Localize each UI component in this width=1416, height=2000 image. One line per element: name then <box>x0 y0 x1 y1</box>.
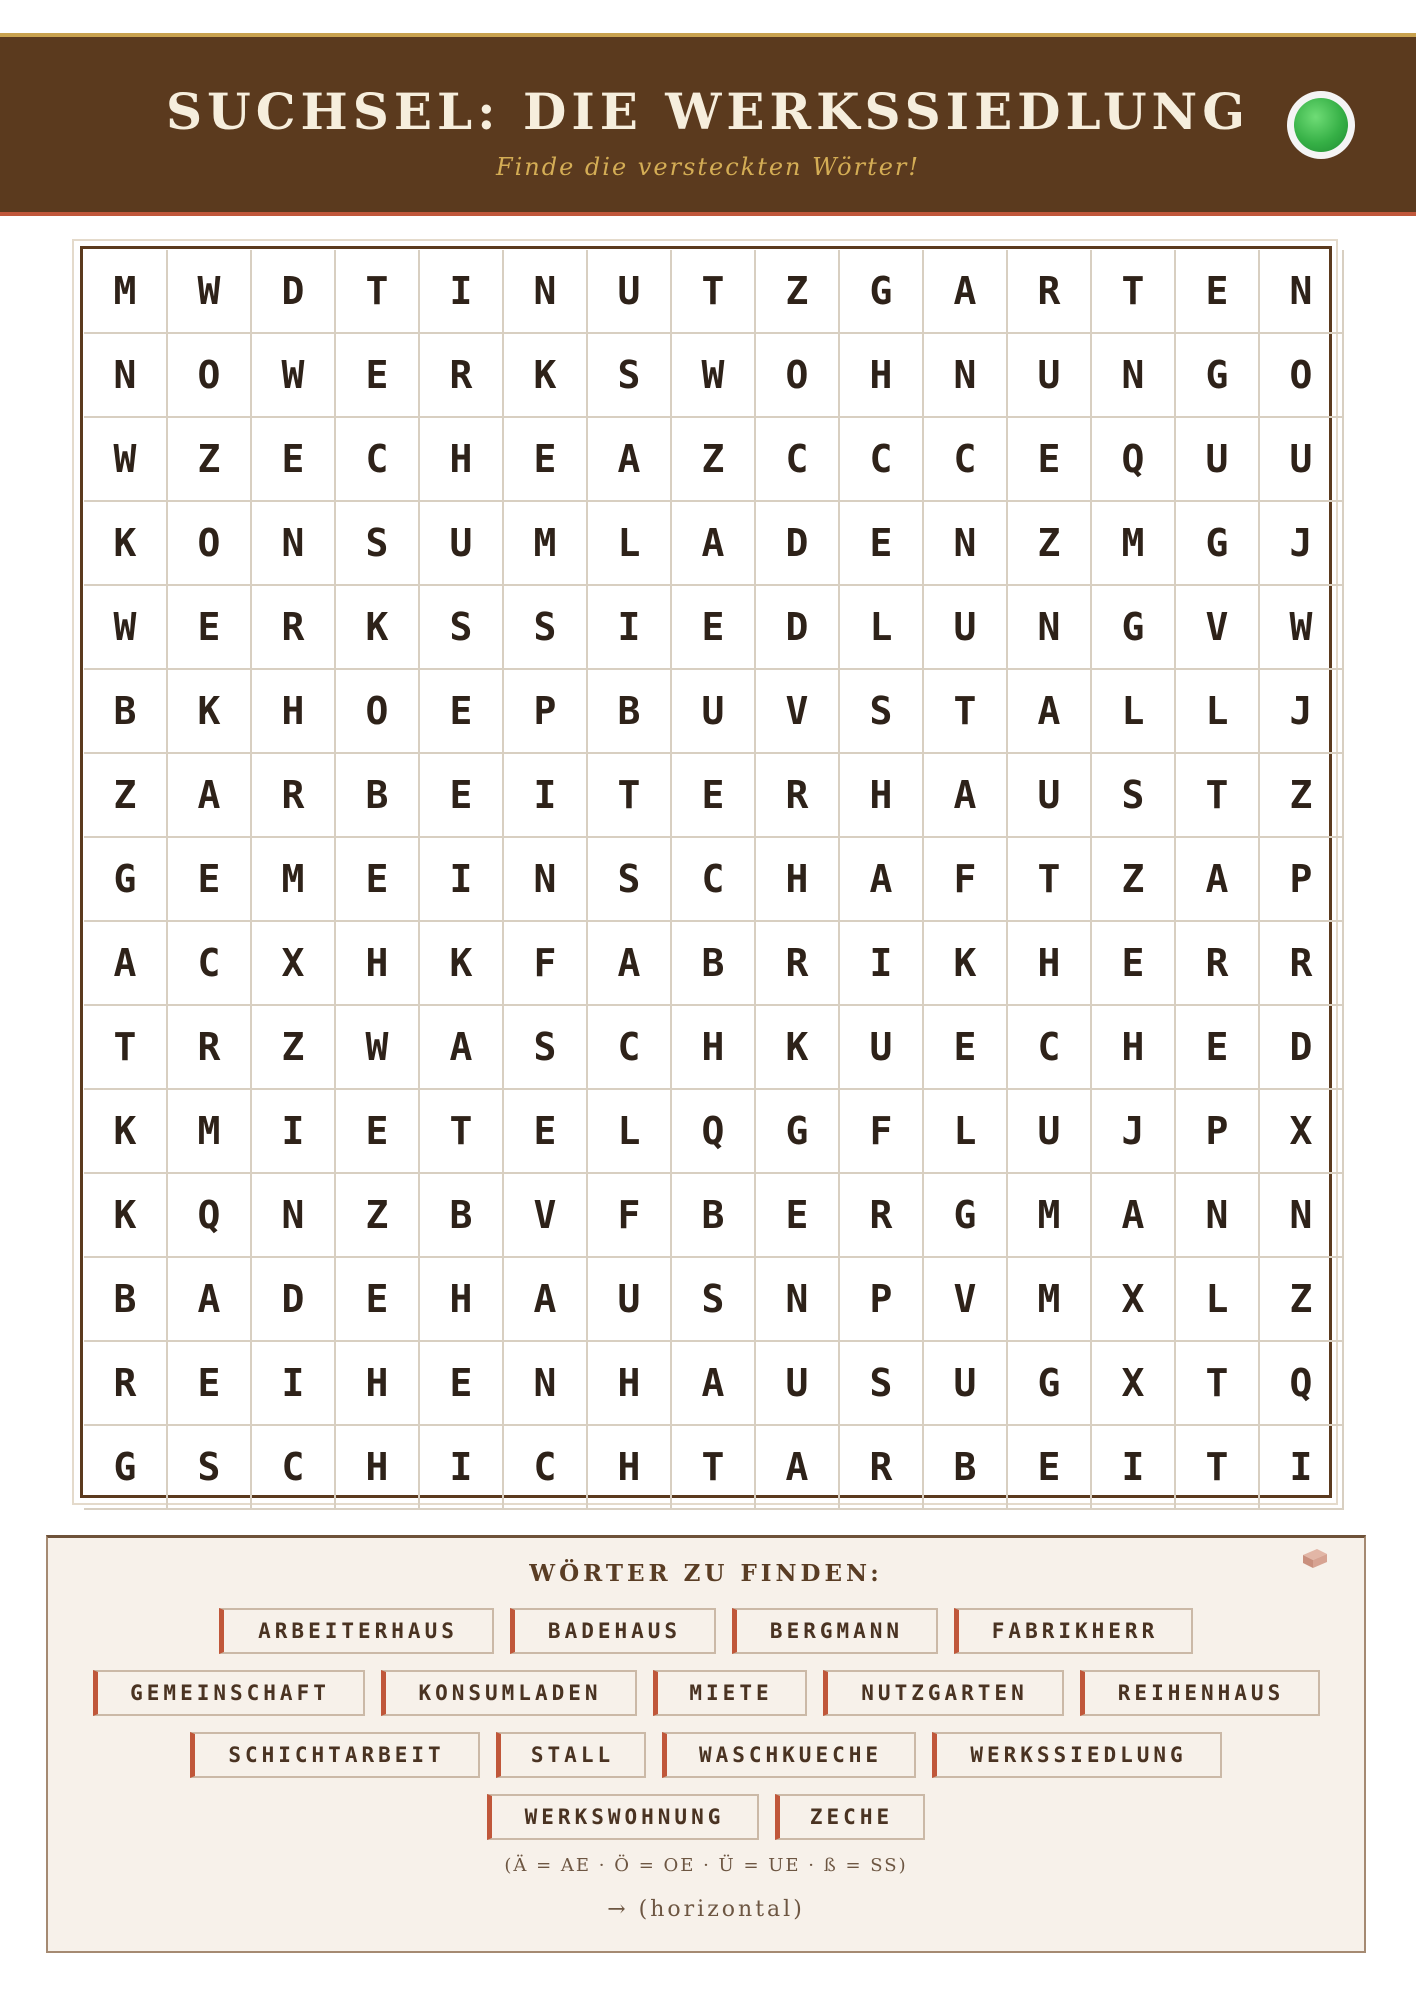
word-tag: BERGMANN <box>732 1608 938 1654</box>
grid-cell[interactable]: R <box>420 334 504 418</box>
grid-cell[interactable]: R <box>168 1006 252 1090</box>
grid-cell[interactable]: A <box>168 754 252 838</box>
grid-cell[interactable]: N <box>252 502 336 586</box>
grid-cell[interactable]: A <box>756 1426 840 1510</box>
grid-cell[interactable]: I <box>420 1426 504 1510</box>
grid-cell[interactable]: Z <box>1092 838 1176 922</box>
grid-cell[interactable]: U <box>420 502 504 586</box>
grid-cell[interactable]: R <box>252 754 336 838</box>
status-indicator <box>1287 91 1355 159</box>
word-tag: STALL <box>496 1732 646 1778</box>
grid-cell[interactable]: E <box>1176 250 1260 334</box>
grid-cell[interactable]: C <box>252 1426 336 1510</box>
word-tag: GEMEINSCHAFT <box>93 1670 365 1716</box>
grid-cell[interactable]: A <box>420 1006 504 1090</box>
grid-cell[interactable]: Z <box>252 1006 336 1090</box>
grid-cell[interactable]: M <box>168 1090 252 1174</box>
umlaut-note: (Ä = AE · Ö = OE · Ü = UE · ß = SS) <box>504 1855 908 1876</box>
grid-cell[interactable]: A <box>84 922 168 1006</box>
grid-cell[interactable]: E <box>1092 922 1176 1006</box>
grid-cell[interactable]: H <box>336 1426 420 1510</box>
grid-cell[interactable]: S <box>840 1342 924 1426</box>
grid-cell[interactable]: B <box>672 1174 756 1258</box>
word-tag: SCHICHTARBEIT <box>190 1732 480 1778</box>
grid-cell[interactable]: W <box>84 586 168 670</box>
grid-cell[interactable]: F <box>924 838 1008 922</box>
word-tag: FABRIKHERR <box>954 1608 1193 1654</box>
grid-cell[interactable]: T <box>588 754 672 838</box>
grid-cell[interactable]: I <box>840 922 924 1006</box>
grid-cell[interactable]: Q <box>672 1090 756 1174</box>
grid-cell[interactable]: H <box>588 1426 672 1510</box>
grid-cell[interactable]: T <box>336 250 420 334</box>
grid-cell[interactable]: Z <box>672 418 756 502</box>
grid-cell[interactable]: E <box>336 334 420 418</box>
grid-cell[interactable]: U <box>1008 1090 1092 1174</box>
grid-cell[interactable]: T <box>84 1006 168 1090</box>
grid-cell[interactable]: N <box>1260 250 1344 334</box>
grid-cell[interactable]: A <box>504 1258 588 1342</box>
grid-cell[interactable]: S <box>336 502 420 586</box>
grid-cell[interactable]: O <box>756 334 840 418</box>
header-bottom-line <box>0 212 1416 216</box>
grid-cell[interactable]: E <box>252 418 336 502</box>
grid-cell[interactable]: N <box>1176 1174 1260 1258</box>
word-tag: WASCHKUECHE <box>662 1732 916 1778</box>
grid-cell[interactable]: D <box>252 1258 336 1342</box>
grid-cell[interactable]: S <box>840 670 924 754</box>
grid-cell[interactable]: L <box>924 1090 1008 1174</box>
grid-cell[interactable]: S <box>168 1426 252 1510</box>
grid-cell[interactable]: C <box>840 418 924 502</box>
grid-cell[interactable]: L <box>588 1090 672 1174</box>
grid-cell[interactable]: X <box>1260 1090 1344 1174</box>
word-row-4 <box>46 1794 1366 1840</box>
grid-cell[interactable]: T <box>1176 754 1260 838</box>
grid-cell[interactable]: H <box>840 334 924 418</box>
grid-cell[interactable]: E <box>168 586 252 670</box>
grid-cell[interactable]: I <box>504 754 588 838</box>
grid-cell[interactable]: L <box>588 502 672 586</box>
grid-cell[interactable]: U <box>1176 418 1260 502</box>
grid-cell[interactable]: Z <box>336 1174 420 1258</box>
grid-cell[interactable]: K <box>84 502 168 586</box>
grid-cell[interactable]: H <box>420 418 504 502</box>
word-tag: REIHENHAUS <box>1080 1670 1320 1716</box>
grid-cell[interactable]: S <box>420 586 504 670</box>
grid-cell[interactable]: K <box>84 1090 168 1174</box>
grid-cell[interactable]: U <box>588 250 672 334</box>
grid-cell[interactable]: X <box>1092 1258 1176 1342</box>
letter-grid <box>84 250 1340 1506</box>
grid-cell[interactable]: K <box>420 922 504 1006</box>
grid-cell[interactable]: F <box>840 1090 924 1174</box>
grid-cell[interactable]: Z <box>168 418 252 502</box>
grid-cell[interactable]: H <box>336 922 420 1006</box>
grid-cell[interactable]: C <box>672 838 756 922</box>
grid-cell[interactable]: E <box>336 838 420 922</box>
grid-cell[interactable]: D <box>756 502 840 586</box>
word-row-2 <box>46 1670 1366 1716</box>
grid-cell[interactable]: J <box>1092 1090 1176 1174</box>
word-tag: ZECHE <box>775 1794 925 1840</box>
grid-cell[interactable]: G <box>1092 586 1176 670</box>
grid-cell[interactable]: N <box>1008 586 1092 670</box>
grid-cell[interactable]: H <box>672 1006 756 1090</box>
grid-cell[interactable]: O <box>168 502 252 586</box>
grid-cell[interactable]: H <box>1092 1006 1176 1090</box>
grid-cell[interactable]: T <box>1092 250 1176 334</box>
grid-cell[interactable]: Z <box>756 250 840 334</box>
grid-cell[interactable]: H <box>840 754 924 838</box>
grid-cell[interactable]: N <box>1092 334 1176 418</box>
grid-cell[interactable]: M <box>252 838 336 922</box>
grid-cell[interactable]: G <box>1008 1342 1092 1426</box>
grid-cell[interactable]: G <box>84 838 168 922</box>
grid-cell[interactable]: F <box>588 1174 672 1258</box>
grid-cell[interactable]: B <box>588 670 672 754</box>
grid-cell[interactable]: A <box>588 922 672 1006</box>
grid-cell[interactable]: E <box>504 418 588 502</box>
word-tag: WERKSWOHNUNG <box>487 1794 759 1840</box>
grid-cell[interactable]: M <box>1008 1258 1092 1342</box>
grid-cell[interactable]: K <box>924 922 1008 1006</box>
page-subtitle: Finde die versteckten Wörter! <box>495 153 921 181</box>
grid-cell[interactable]: B <box>672 922 756 1006</box>
grid-cell[interactable]: F <box>504 922 588 1006</box>
word-row-1 <box>46 1608 1366 1654</box>
grid-cell[interactable]: O <box>168 334 252 418</box>
grid-cell[interactable]: T <box>672 250 756 334</box>
grid-cell[interactable]: Z <box>1008 502 1092 586</box>
grid-cell[interactable]: S <box>1092 754 1176 838</box>
grid-cell[interactable]: W <box>1260 586 1344 670</box>
grid-cell[interactable]: H <box>336 1342 420 1426</box>
grid-cell[interactable]: C <box>1008 1006 1092 1090</box>
word-tag: NUTZGARTEN <box>823 1670 1064 1716</box>
grid-cell[interactable]: R <box>840 1426 924 1510</box>
grid-cell[interactable]: I <box>252 1090 336 1174</box>
grid-cell[interactable]: V <box>504 1174 588 1258</box>
grid-cell[interactable]: E <box>504 1090 588 1174</box>
grid-cell[interactable]: C <box>504 1426 588 1510</box>
grid-cell[interactable]: E <box>672 754 756 838</box>
grid-cell[interactable]: U <box>840 1006 924 1090</box>
grid-cell[interactable]: T <box>672 1426 756 1510</box>
grid-cell[interactable]: E <box>420 1342 504 1426</box>
word-tag: MIETE <box>653 1670 807 1716</box>
grid-cell[interactable]: M <box>1008 1174 1092 1258</box>
grid-cell[interactable]: R <box>1008 250 1092 334</box>
grid-cell[interactable]: W <box>252 334 336 418</box>
grid-cell[interactable]: X <box>1092 1342 1176 1426</box>
grid-cell[interactable]: J <box>1260 670 1344 754</box>
grid-cell[interactable]: U <box>924 1342 1008 1426</box>
grid-cell[interactable]: U <box>756 1342 840 1426</box>
grid-cell[interactable]: A <box>1008 670 1092 754</box>
grid-cell[interactable]: H <box>588 1342 672 1426</box>
grid-cell[interactable]: U <box>924 586 1008 670</box>
grid-cell[interactable]: R <box>1176 922 1260 1006</box>
grid-cell[interactable]: G <box>756 1090 840 1174</box>
grid-cell[interactable]: A <box>168 1258 252 1342</box>
grid-cell[interactable]: E <box>168 838 252 922</box>
grid-cell[interactable]: G <box>84 1426 168 1510</box>
grid-cell[interactable]: R <box>84 1342 168 1426</box>
grid-cell[interactable]: H <box>756 838 840 922</box>
grid-cell[interactable]: V <box>1176 586 1260 670</box>
green-light-icon <box>1294 98 1348 152</box>
grid-cell[interactable]: K <box>336 586 420 670</box>
grid-cell[interactable]: G <box>840 250 924 334</box>
grid-cell[interactable]: K <box>756 1006 840 1090</box>
grid-cell[interactable]: T <box>924 670 1008 754</box>
grid-cell[interactable]: Z <box>84 754 168 838</box>
grid-cell[interactable]: I <box>420 838 504 922</box>
grid-cell[interactable]: R <box>252 586 336 670</box>
grid-cell[interactable]: E <box>840 502 924 586</box>
grid-cell[interactable]: E <box>420 670 504 754</box>
grid-cell[interactable]: I <box>588 586 672 670</box>
grid-cell[interactable]: P <box>1176 1090 1260 1174</box>
grid-cell[interactable]: K <box>84 1174 168 1258</box>
grid-cell[interactable]: H <box>1008 922 1092 1006</box>
grid-cell[interactable]: E <box>336 1258 420 1342</box>
grid-cell[interactable]: W <box>84 418 168 502</box>
grid-cell[interactable]: D <box>1260 1006 1344 1090</box>
grid-cell[interactable]: K <box>504 334 588 418</box>
grid-cell[interactable]: S <box>588 838 672 922</box>
grid-cell[interactable]: E <box>420 754 504 838</box>
word-tag: ARBEITERHAUS <box>219 1608 494 1654</box>
grid-cell[interactable]: M <box>1092 502 1176 586</box>
grid-cell[interactable]: E <box>1176 1006 1260 1090</box>
grid-cell[interactable]: T <box>1176 1426 1260 1510</box>
grid-cell[interactable]: B <box>84 1258 168 1342</box>
word-tag: BADEHAUS <box>510 1608 716 1654</box>
grid-cell[interactable]: Q <box>1260 1342 1344 1426</box>
grid-cell[interactable]: S <box>588 334 672 418</box>
direction-hint: → (horizontal) <box>607 1897 805 1922</box>
grid-cell[interactable]: P <box>840 1258 924 1342</box>
page-title: SUCHSEL: DIE WERKSSIEDLUNG <box>166 82 1250 141</box>
grid-cell[interactable]: E <box>672 586 756 670</box>
grid-cell[interactable]: C <box>336 418 420 502</box>
grid-cell[interactable]: Q <box>1092 418 1176 502</box>
grid-cell[interactable]: U <box>672 670 756 754</box>
grid-cell[interactable]: C <box>168 922 252 1006</box>
grid-cell[interactable]: A <box>840 838 924 922</box>
grid-cell[interactable]: A <box>672 1342 756 1426</box>
grid-cell[interactable]: G <box>924 1174 1008 1258</box>
grid-cell[interactable]: H <box>420 1258 504 1342</box>
grid-cell[interactable]: A <box>672 502 756 586</box>
grid-cell[interactable]: N <box>252 1174 336 1258</box>
word-tag: WERKSSIEDLUNG <box>932 1732 1222 1778</box>
grid-cell[interactable]: P <box>504 670 588 754</box>
grid-cell[interactable]: B <box>336 754 420 838</box>
grid-cell[interactable]: O <box>1260 334 1344 418</box>
grid-cell[interactable]: U <box>1008 754 1092 838</box>
grid-cell[interactable]: I <box>252 1342 336 1426</box>
grid-cell[interactable]: G <box>1176 334 1260 418</box>
grid-cell[interactable]: J <box>1260 502 1344 586</box>
grid-cell[interactable]: L <box>1092 670 1176 754</box>
grid-cell[interactable]: R <box>1260 922 1344 1006</box>
grid-cell[interactable]: H <box>252 670 336 754</box>
grid-cell[interactable]: L <box>1176 670 1260 754</box>
grid-cell[interactable]: S <box>672 1258 756 1342</box>
grid-cell[interactable]: P <box>1260 838 1344 922</box>
grid-cell[interactable]: O <box>336 670 420 754</box>
grid-cell[interactable]: T <box>1008 838 1092 922</box>
grid-cell[interactable]: A <box>1092 1174 1176 1258</box>
grid-cell[interactable]: I <box>1092 1426 1176 1510</box>
grid-cell[interactable]: N <box>756 1258 840 1342</box>
grid-cell[interactable]: T <box>1176 1342 1260 1426</box>
word-row-3 <box>46 1732 1366 1778</box>
grid-cell[interactable]: I <box>1260 1426 1344 1510</box>
grid-cell[interactable]: E <box>336 1090 420 1174</box>
grid-cell[interactable]: N <box>924 334 1008 418</box>
grid-cell[interactable]: B <box>924 1426 1008 1510</box>
grid-cell[interactable]: X <box>252 922 336 1006</box>
grid-cell[interactable]: Z <box>1260 754 1344 838</box>
grid-cell[interactable]: L <box>840 586 924 670</box>
grid-cell[interactable]: Z <box>1260 1258 1344 1342</box>
grid-cell[interactable]: W <box>336 1006 420 1090</box>
grid-cell[interactable]: B <box>420 1174 504 1258</box>
grid-cell[interactable]: U <box>1008 334 1092 418</box>
grid-cell[interactable]: R <box>756 754 840 838</box>
word-tag: KONSUMLADEN <box>381 1670 637 1716</box>
grid-cell[interactable]: V <box>756 670 840 754</box>
grid-cell[interactable]: A <box>1176 838 1260 922</box>
grid-cell[interactable]: D <box>756 586 840 670</box>
grid-cell[interactable]: G <box>1176 502 1260 586</box>
grid-cell[interactable]: N <box>1260 1174 1344 1258</box>
grid-cell[interactable]: N <box>504 250 588 334</box>
grid-cell[interactable]: C <box>924 418 1008 502</box>
grid-cell[interactable]: M <box>504 502 588 586</box>
grid-cell[interactable]: W <box>168 250 252 334</box>
grid-cell[interactable]: L <box>1176 1258 1260 1342</box>
grid-cell[interactable]: M <box>84 250 168 334</box>
grid-cell[interactable]: S <box>504 1006 588 1090</box>
grid-cell[interactable]: N <box>84 334 168 418</box>
grid-cell[interactable]: E <box>168 1342 252 1426</box>
grid-cell[interactable]: D <box>252 250 336 334</box>
grid-cell[interactable]: S <box>504 586 588 670</box>
grid-cell[interactable]: K <box>168 670 252 754</box>
grid-cell[interactable]: R <box>840 1174 924 1258</box>
grid-cell[interactable]: R <box>756 922 840 1006</box>
grid-cell[interactable]: U <box>588 1258 672 1342</box>
grid-cell[interactable]: E <box>924 1006 1008 1090</box>
grid-cell[interactable]: N <box>504 838 588 922</box>
grid-cell[interactable]: N <box>924 502 1008 586</box>
grid-cell[interactable]: C <box>588 1006 672 1090</box>
grid-cell[interactable]: U <box>1260 418 1344 502</box>
grid-cell[interactable]: A <box>588 418 672 502</box>
grid-cell[interactable]: T <box>420 1090 504 1174</box>
grid-cell[interactable]: A <box>924 250 1008 334</box>
grid-cell[interactable]: C <box>756 418 840 502</box>
grid-cell[interactable]: E <box>1008 1426 1092 1510</box>
grid-cell[interactable]: N <box>504 1342 588 1426</box>
grid-cell[interactable]: E <box>756 1174 840 1258</box>
grid-cell[interactable]: V <box>924 1258 1008 1342</box>
grid-cell[interactable]: A <box>924 754 1008 838</box>
word-list-heading: WÖRTER ZU FINDEN: <box>529 1560 883 1587</box>
grid-cell[interactable]: W <box>672 334 756 418</box>
grid-cell[interactable]: Q <box>168 1174 252 1258</box>
grid-cell[interactable]: B <box>84 670 168 754</box>
grid-cell[interactable]: E <box>1008 418 1092 502</box>
grid-cell[interactable]: I <box>420 250 504 334</box>
